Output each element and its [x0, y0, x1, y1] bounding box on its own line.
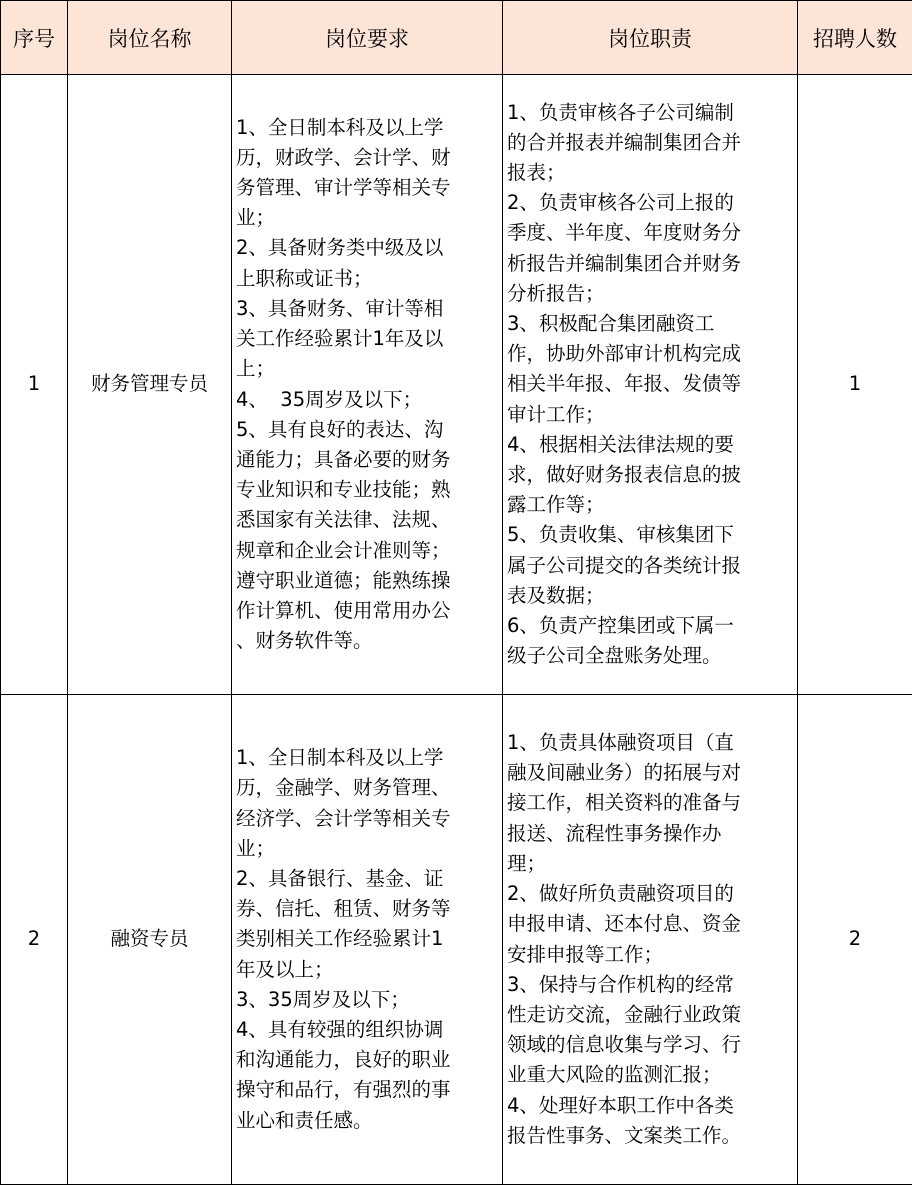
requirement-line: 专业知识和专业技能；熟 [236, 478, 451, 502]
requirement-line: 3、具备财务、审计等相 [236, 296, 444, 320]
header-row [1, 1, 912, 75]
duty-line: 析报告并编制集团合并财务 [507, 251, 742, 275]
duty-line: 求，做好财务报表信息的披 [507, 463, 742, 486]
duty-line: 1、负责审核各子公司编制 [507, 100, 734, 124]
duty-line: 性走访交流，金融行业政策 [507, 1002, 742, 1026]
duty-line: 1、负责具体融资项目（直 [507, 731, 734, 755]
duty-line: 3、积极配合集团融资工 [507, 311, 715, 335]
position-name: 财务管理专员 [68, 75, 232, 695]
requirement-line: 年及以上； [236, 957, 334, 981]
row-index: 2 [1, 695, 68, 1185]
requirement-line: 通能力；具备必要的财务 [236, 447, 451, 471]
duty-line: 理； [507, 851, 547, 875]
requirement-line: 1、全日制本科及以上学 [236, 746, 444, 770]
duties-cell [503, 695, 798, 1185]
requirement-line: 4、具有较强的组织协调 [236, 1018, 444, 1041]
duty-line: 领域的信息收集与学习、行 [507, 1033, 742, 1057]
duty-line: 级子公司全盘账务处理。 [507, 644, 722, 668]
duty-line: 5、负责收集、审核集团下 [507, 523, 734, 547]
requirement-line: 规章和企业会计准则等； [236, 538, 451, 562]
requirement-line: 业心和责任感。 [236, 1108, 373, 1132]
duty-line: 融及间融业务）的拓展与对 [507, 761, 742, 785]
duty-line: 分析报告； [507, 281, 605, 305]
requirements-cell [232, 695, 503, 1185]
requirement-line: 业； [236, 836, 276, 860]
duty-line: 业重大风险的监测汇报； [507, 1063, 722, 1087]
requirement-line: 和沟通能力，良好的职业 [236, 1048, 451, 1072]
duty-line: 作，协助外部审计机构完成 [507, 342, 742, 366]
duties-cell [503, 75, 798, 695]
duty-line: 相关半年报、年报、发债等 [507, 372, 742, 396]
hire-count: 1 [798, 75, 912, 695]
requirement-line: 悉国家有关法律、法规、 [236, 508, 451, 532]
duty-line: 申报申请、还本付息、资金 [507, 912, 742, 936]
header-position: 岗位名称 [68, 1, 232, 75]
requirement-line: 、财务软件等。 [236, 629, 373, 653]
duty-line: 6、负责产控集团或下属一 [507, 614, 734, 638]
requirement-line: 作计算机、使用常用办公 [236, 598, 451, 622]
table-row [1, 695, 912, 1185]
header-requirements: 岗位要求 [232, 1, 503, 75]
requirement-line: 2、具备银行、基金、证 [236, 866, 444, 890]
requirements-cell [232, 75, 503, 695]
position-name: 融资专员 [68, 695, 232, 1185]
table-row [1, 75, 912, 695]
requirement-line: 3、35周岁及以下； [236, 987, 410, 1011]
requirement-line: 上职称或证书； [236, 266, 373, 290]
requirement-line: 务管理、审计学等相关专 [236, 176, 451, 200]
duty-line: 审计工作； [507, 402, 605, 426]
requirement-line: 经济学、会计学等相关专 [236, 806, 451, 830]
requirement-line: 类别相关工作经验累计1 [236, 927, 444, 951]
duty-line: 表及数据； [507, 583, 605, 607]
requirement-line: 上； [236, 357, 276, 381]
duty-line: 3、保持与合作机构的经常 [507, 972, 734, 996]
requirement-line: 4、 35周岁及以下； [236, 387, 423, 411]
header-index: 序号 [1, 1, 68, 75]
header-duties: 岗位职责 [503, 1, 798, 75]
requirement-line: 遵守职业道德；能熟练操 [236, 568, 451, 592]
row-index: 1 [1, 75, 68, 695]
requirement-line: 5、具有良好的表达、沟 [236, 417, 444, 441]
requirement-line: 操守和品行，有强烈的事 [236, 1078, 451, 1102]
requirement-line: 历，金融学、财务管理、 [236, 776, 451, 800]
duty-line: 报告性事务、文案类工作。 [507, 1123, 742, 1147]
header-count: 招聘人数 [798, 1, 912, 75]
requirement-line: 业； [236, 206, 276, 230]
hire-count: 2 [798, 695, 912, 1185]
duty-line: 季度、半年度、年度财务分 [507, 221, 742, 245]
duty-line: 4、处理好本职工作中各类 [507, 1093, 734, 1117]
duty-line: 报表； [507, 160, 566, 184]
requirement-line: 1、全日制本科及以上学 [236, 115, 444, 139]
duty-line: 的合并报表并编制集团合并 [507, 130, 742, 154]
duty-line: 报送、流程性事务操作办 [507, 821, 722, 845]
duty-line: 属子公司提交的各类统计报 [507, 553, 742, 577]
requirement-line: 历，财政学、会计学、财 [236, 145, 451, 169]
duty-line: 2、负责审核各公司上报的 [507, 191, 734, 215]
requirement-line: 2、具备财务类中级及以 [236, 236, 444, 260]
requirement-line: 关工作经验累计1年及以 [236, 327, 444, 351]
duty-line: 2、做好所负责融资项目的 [507, 882, 734, 906]
requirement-line: 券、信托、租赁、财务等 [236, 897, 451, 921]
duty-line: 接工作，相关资料的准备与 [507, 791, 742, 815]
duty-line: 安排申报等工作； [507, 942, 664, 966]
duty-line: 4、根据相关法律法规的要 [507, 432, 734, 456]
duty-line: 露工作等； [507, 493, 605, 517]
